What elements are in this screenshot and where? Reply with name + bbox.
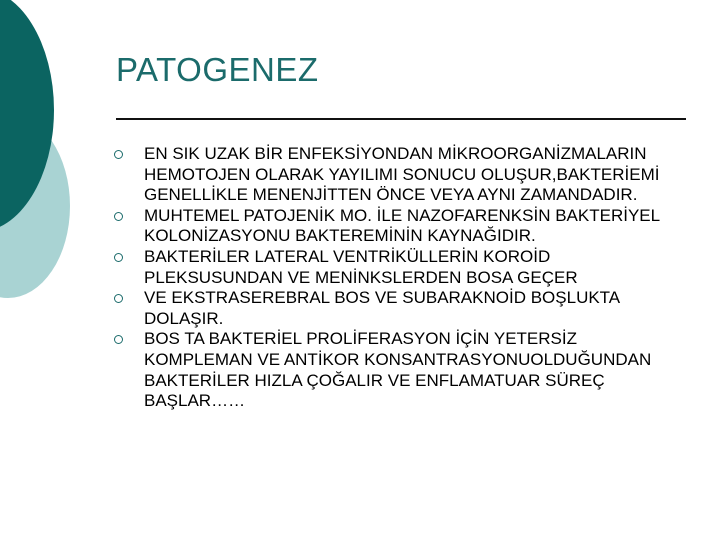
list-item [114,329,674,411]
bullet-text: EN SIK UZAK BİR ENFEKSİYONDAN MİKROORGANİZMALARIN HEMOTOJEN OLARAK YAYILIMI SONUCU OLUŞUR,BAKTERİEMİ GENELLİKLE MENENJİTTEN ÖNCE VEYA AYNI ZAMANDADIR. [144,144,660,205]
list-item [114,206,674,247]
bullet-circle-icon [114,253,123,262]
bullet-circle-icon [114,212,123,221]
bullet-text: MUHTEMEL PATOJENİK MO. İLE NAZOFARENKSİN BAKTERİYEL KOLONİZASYONU BAKTEREMİNİN KAYNAĞIDIR. [144,205,660,246]
title-divider [116,118,686,120]
bullet-text: BOS TA BAKTERİEL PROLİFERASYON İÇİN YETERSİZ KOMPLEMAN VE ANTİKOR KONSANTRASYONUOLDUĞUNDAN BAKTERİLER HIZLA ÇOĞALIR VE ENFLAMATUAR SÜREÇ BAŞLAR…… [144,329,652,411]
bullet-circle-icon [114,150,123,159]
bullet-circle-icon [114,294,123,303]
bullet-text: VE EKSTRASEREBRAL BOS VE SUBARAKNOİD BOŞLUKTA DOLAŞIR. [144,288,620,328]
bullet-circle-icon [114,335,123,344]
bullet-list [114,144,674,412]
list-item [114,288,674,329]
list-item [114,144,674,206]
slide-title: PATOGENEZ [116,51,319,88]
bullet-text: BAKTERİLER LATERAL VENTRİKÜLLERİN KOROİD PLEKSUSUNDAN VE MENİNKSLERDEN BOSA GEÇER [144,246,578,287]
list-item [114,247,674,288]
